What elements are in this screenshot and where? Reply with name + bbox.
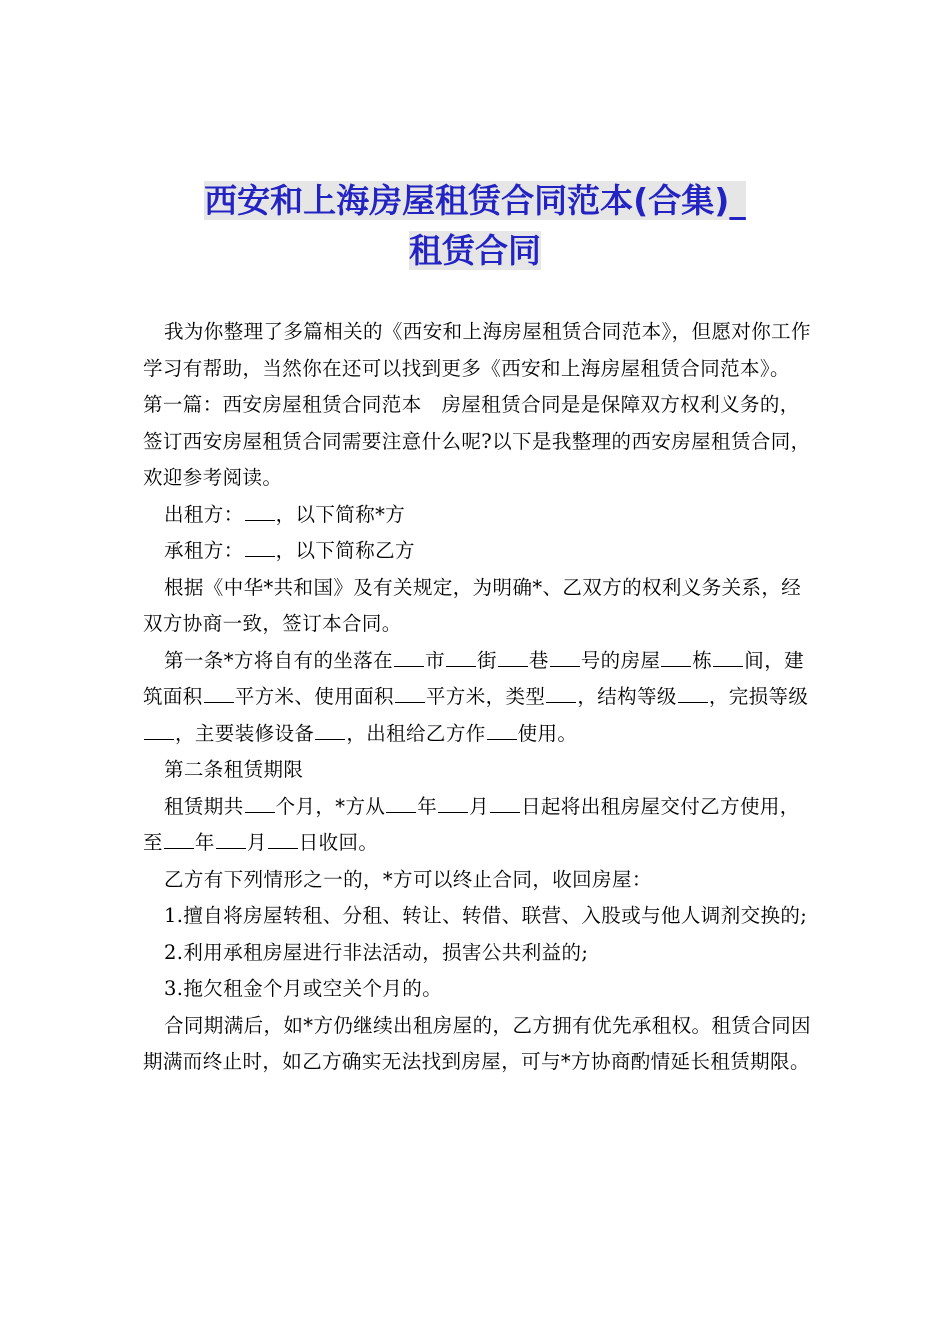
title-line-1: 西安和上海房屋租赁合同范本(合集)_ — [204, 181, 746, 220]
blank-field — [245, 538, 275, 557]
article-one-paragraph: 第一条*方将自有的坐落在 市 街 巷 号的房屋 栋 间，建筑面积 平方米、使用面积 平方米，类型 ，结构等级 ，完损等级，主要装修设备 ，出租给乙方作 使用。 — [143, 648, 809, 745]
title-line-2: 租赁合同 — [409, 231, 541, 270]
basis-paragraph: 根据《中华*共和国》及有关规定，为明确*、乙双方的权利义务关系，经双方协商一致，签订本合同。 — [143, 575, 802, 635]
part-one-paragraph: 第一篇：西安房屋租赁合同范本 房屋租赁合同是是保障双方权利义务的，签订西安房屋租赁合同需要注意什么呢?以下是我整理的西安房屋租赁合同，欢迎参考阅读。 — [143, 393, 811, 489]
document-title — [140, 176, 810, 276]
intro-paragraph: 我为你整理了多篇相关的《西安和上海房屋租赁合同范本》，但愿对你工作学习有帮助，当然你在还可以找到更多《西安和上海房屋租赁合同范本》。 — [143, 320, 811, 380]
article-two-paragraph: 租赁期共 个月，*方从 年 月 日起将出租房屋交付乙方使用，至 年 月 日收回。 — [143, 794, 800, 854]
list-item-3: 3.拖欠租金个月或空关个月的。 — [164, 977, 443, 1000]
lessee-line: 承租方： ，以下简称乙方 — [164, 539, 415, 562]
blank-field — [245, 502, 275, 521]
article-two-title: 第二条租赁期限 — [164, 758, 304, 781]
document-body — [143, 314, 811, 1081]
list-item-1: 1.擅自将房屋转租、分租、转让、转借、联营、入股或与他人调剂交换的; — [164, 904, 808, 927]
lessor-line: 出租方： ，以下简称*方 — [164, 502, 406, 526]
list-item-2: 2.利用承租房屋进行非法活动，损害公共利益的; — [164, 940, 589, 964]
termination-paragraph: 乙方有下列情形之一的，*方可以终止合同，收回房屋： — [164, 867, 652, 891]
renewal-paragraph: 合同期满后，如*方仍继续出租房屋的，乙方拥有优先承租权。租赁合同因期满而终止时，如乙方确实无法找到房屋，可与*方协商酌情延长租赁期限。 — [143, 1013, 811, 1073]
